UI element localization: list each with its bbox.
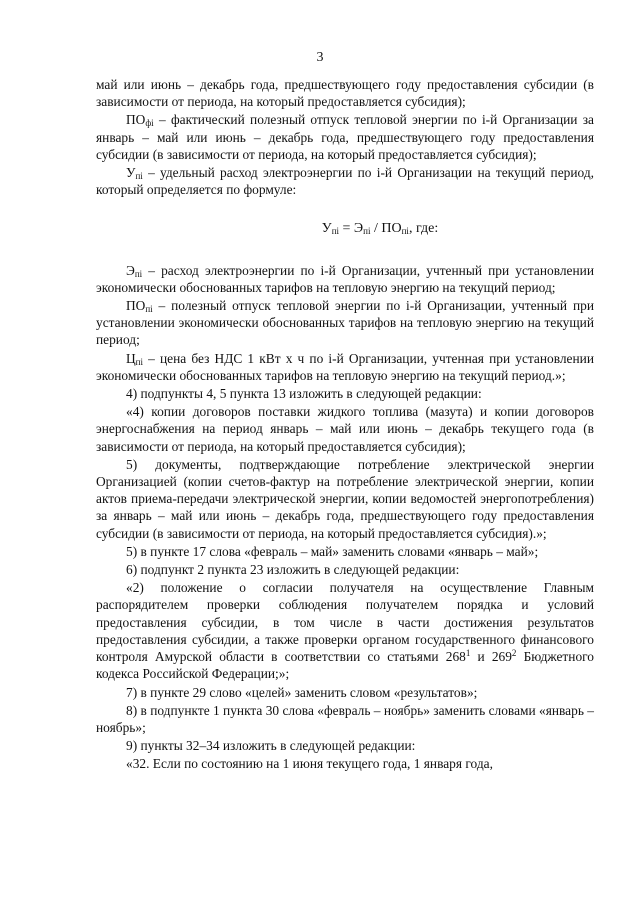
paragraph — [96, 561, 594, 578]
paragraph — [96, 297, 594, 349]
paragraph — [96, 456, 594, 542]
text-segment: – цена без НДС 1 кВт х ч по i-й Организации, учтенная при установлении экономически обоснованных тарифов на тепловую энергию на текущий период.»; — [96, 350, 594, 383]
paragraph — [96, 350, 594, 384]
paragraph — [96, 403, 594, 455]
subscript: фi — [145, 118, 154, 129]
paragraph — [96, 111, 594, 163]
text-segment: Э — [126, 262, 135, 278]
text-segment: У — [126, 165, 136, 181]
document-body — [96, 76, 594, 774]
paragraph — [96, 702, 594, 736]
text-segment: 5) в пункте 17 слова «февраль – май» заменить словами «январь – май»; — [126, 543, 539, 559]
paragraph — [96, 262, 594, 296]
subscript: пi — [134, 268, 143, 279]
paragraph — [96, 579, 594, 682]
text-segment: 5) документы, подтверждающие потребление электрической энергии Организацией (копии счетов-фактур на потребление электрической энергии, копии актов приема-передачи электрической энергии, копии ведомостей энергопотребления) за январь – май или июнь – декабрь года, предшествующего году предоставления субсидии (в зависимости от периода, на который предоставляется субсидия).»; — [96, 456, 594, 541]
subscript: пi — [363, 226, 371, 237]
paragraph — [96, 755, 594, 772]
text-segment: 9) пункты 32–34 изложить в следующей редакции: — [126, 738, 416, 754]
subscript: пi — [135, 356, 143, 367]
text-segment: 6) подпункт 2 пункта 23 изложить в следующей редакции: — [126, 562, 460, 578]
text-segment: – расход электроэнергии по i-й Организации, учтенный при установлении экономически обоснованных тарифов на тепловую энергию на текущий период; — [96, 262, 594, 295]
paragraph — [96, 543, 594, 560]
text-segment: «2) положение о согласии получателя на осуществление Главным распорядителем проверки соблюдения получателем порядка и условий предоставления субсидии, в том числе в части достижения результатов предоставления субсидии, а также проверки органом государственного финансового контроля Амурской области в соответствии со статьями 268 — [96, 580, 594, 665]
text-segment: 4) подпункты 4, 5 пункта 13 изложить в следующей редакции: — [126, 386, 482, 402]
paragraph — [96, 164, 594, 198]
text-segment: Ц — [126, 350, 136, 366]
text-segment: «4) копии договоров поставки жидкого топлива (мазута) и копии договоров энергоснабжения на период январь – май или июнь – декабрь текущего года (в зависимости от периода, на который предоставляется субсидия); — [96, 404, 594, 454]
paragraph — [96, 385, 594, 402]
text-segment: 8) в подпункте 1 пункта 30 слова «февраль – ноябрь» заменить словами «январь – ноябрь»; — [96, 702, 594, 735]
text-segment: – фактический полезный отпуск тепловой энергии по i-й Организации за январь – май или июнь – декабрь года, предшествующего году предоставления субсидии (в зависимости от периода, на который предоставляется субсидия); — [96, 112, 594, 162]
text-segment: , где: — [408, 221, 439, 237]
text-segment: = Э — [339, 221, 364, 237]
text-segment: май или июнь – декабрь года, предшествующего году предоставления субсидии (в зависимости от периода, на который предоставляется субсидия); — [96, 77, 594, 110]
text-segment: – полезный отпуск тепловой энергии по i-й Организации, учтенный при установлении экономически обоснованных тарифов на тепловую энергию на текущий период; — [96, 298, 594, 348]
text-segment: У — [321, 221, 332, 237]
subscript: пi — [331, 226, 340, 237]
paragraph — [96, 737, 594, 754]
subscript: пi — [145, 304, 153, 315]
paragraph — [96, 684, 594, 701]
formula — [96, 220, 594, 237]
text-segment: «32. Если по состоянию на 1 июня текущего года, 1 января года, — [126, 756, 493, 772]
text-segment: 7) в пункте 29 слово «целей» заменить словом «результатов»; — [126, 684, 478, 700]
superscript: 1 — [465, 648, 471, 659]
text-segment: / ПО — [370, 221, 402, 237]
text-segment: и 269 — [470, 649, 512, 665]
text-segment: ПО — [126, 112, 146, 128]
text-segment: Бюджетного кодекса Российской Федерации;»; — [96, 649, 594, 682]
subscript: пi — [401, 226, 409, 237]
page-number: 3 — [316, 50, 324, 65]
paragraph — [96, 76, 594, 110]
superscript: 2 — [511, 648, 517, 659]
text-segment: – удельный расход электроэнергии по i-й Организации на текущий период, который определяется по формуле: — [96, 165, 594, 198]
text-segment: ПО — [126, 298, 146, 314]
subscript: пi — [135, 171, 143, 182]
